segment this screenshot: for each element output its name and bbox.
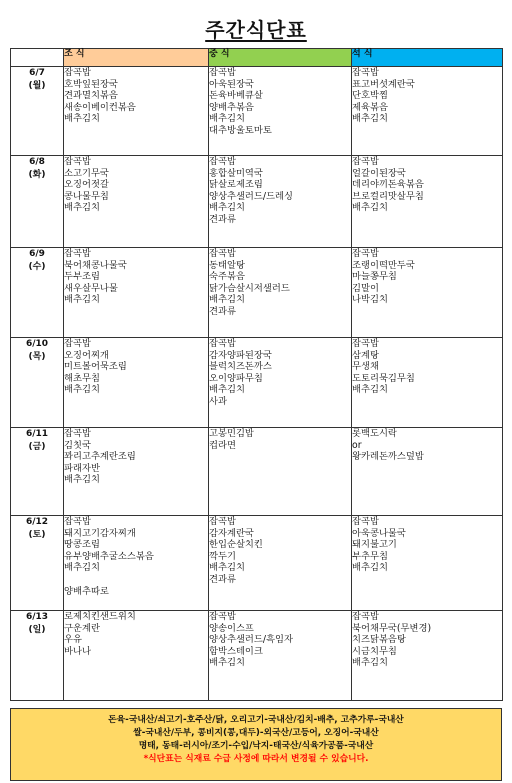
menu-item: 두부조림 — [64, 271, 100, 283]
menu-item: 감자양파된장국 — [209, 349, 272, 361]
menu-item: 잡곡밥 — [64, 338, 91, 349]
dinner-menu-cell — [352, 338, 503, 428]
day-date: 6/8 — [29, 157, 45, 167]
menu-item: 배추김치 — [352, 113, 388, 125]
meal-table — [10, 48, 503, 701]
table-header-row — [11, 49, 503, 67]
menu-item: 돈육바베큐살 — [209, 90, 263, 102]
menu-item: 잡곡밥 — [209, 516, 236, 527]
menu-item: 오징어젓갈 — [64, 179, 109, 191]
day-date: 6/9 — [29, 249, 45, 259]
menu-item: 닭가슴살시저샐러드 — [209, 282, 290, 294]
origin-line-3: 명태, 동태-러시아/조기-수입/낙지-태국산/식육가공품-국내산 — [138, 741, 374, 751]
menu-item: 시금치무침 — [352, 645, 397, 657]
menu-item: 소고기무국 — [64, 167, 109, 179]
breakfast-menu-cell — [64, 338, 209, 428]
menu-item: 닭살로제조림 — [209, 179, 263, 191]
day-label — [11, 428, 64, 516]
menu-item: 구운계란 — [64, 622, 100, 634]
header-dinner: 석 식 — [352, 49, 503, 67]
menu-item: 로제치킨샌드위치 — [64, 611, 136, 622]
origin-line-1: 돈육-국내산/쇠고기-호주산/닭, 오리고기-국내산/김치-배추, 고추가루-국내산 — [108, 715, 404, 725]
menu-item: 롯백도시락 — [352, 428, 397, 439]
menu-item: 돼지불고기 — [352, 539, 397, 551]
day-of-week: (일) — [28, 625, 46, 635]
menu-item: 양배추볶음 — [209, 101, 254, 113]
day-row — [11, 338, 503, 428]
breakfast-menu-cell — [64, 67, 209, 156]
menu-item: 블럭치즈돈까스 — [209, 361, 272, 373]
menu-item: 배추김치 — [209, 562, 245, 574]
menu-item: 콩나물무침 — [64, 190, 109, 202]
breakfast-menu-cell — [64, 248, 209, 338]
menu-item: 유부양배추굴소스볶음 — [64, 550, 154, 562]
menu-item: 땅콩조림 — [64, 539, 100, 551]
menu-item: 배추김치 — [352, 657, 388, 669]
menu-item: 치즈닭볶음탕 — [352, 634, 406, 646]
day-row — [11, 248, 503, 338]
lunch-menu-cell — [209, 248, 352, 338]
menu-item: 견과멸치볶음 — [64, 90, 118, 102]
menu-item: 데리야끼돈육볶음 — [352, 179, 424, 191]
menu-item: 잡곡밥 — [209, 248, 236, 259]
menu-item: 양송이스프 — [209, 622, 254, 634]
menu-item: 잡곡밥 — [64, 516, 91, 527]
menu-item: 숙주볶음 — [209, 271, 245, 283]
menu-item — [64, 574, 208, 586]
day-date: 6/7 — [29, 68, 45, 78]
menu-item: 배추김치 — [209, 113, 245, 125]
day-label — [11, 156, 64, 248]
menu-item: 잡곡밥 — [64, 67, 91, 78]
menu-item: 배추김치 — [209, 202, 245, 214]
breakfast-menu-cell — [64, 611, 209, 701]
menu-item: 새송이베이컨볶음 — [64, 101, 136, 113]
menu-item: 배추김치 — [209, 294, 245, 306]
header-corner — [11, 49, 64, 67]
menu-item: 북어채콩나물국 — [64, 259, 127, 271]
menu-item: 양상추샐러드/드레싱 — [209, 190, 293, 202]
menu-item: 배추김치 — [209, 384, 245, 396]
menu-item: 잡곡밥 — [64, 428, 91, 439]
menu-item: 나박김치 — [352, 294, 388, 306]
breakfast-menu-cell — [64, 156, 209, 248]
menu-item: 우유 — [64, 634, 82, 646]
day-of-week: (토) — [28, 530, 46, 540]
menu-item: 잡곡밥 — [209, 611, 236, 622]
lunch-menu-cell — [209, 428, 352, 516]
menu-item: 양상추샐러드/흑임자 — [209, 634, 293, 646]
day-of-week: (월) — [28, 81, 46, 91]
menu-item: 배추김치 — [352, 562, 388, 574]
menu-item: 아욱콩나물국 — [352, 527, 406, 539]
menu-item: 조랭이떡만두국 — [352, 259, 415, 271]
day-row — [11, 516, 503, 611]
menu-item: 김말이 — [352, 282, 379, 294]
page-title: 주간식단표 — [205, 18, 307, 42]
menu-item: 견과류 — [209, 213, 236, 225]
menu-item: 잡곡밥 — [352, 67, 379, 78]
menu-item: 배추김치 — [64, 202, 100, 214]
menu-item: 배추김치 — [64, 294, 100, 306]
menu-item: 돼지고기감자찌개 — [64, 527, 136, 539]
menu-item: 꽈리고추계란조림 — [64, 451, 136, 463]
menu-item: 배추김치 — [64, 474, 100, 486]
day-of-week: (화) — [28, 170, 46, 180]
menu-item: 감자계란국 — [209, 527, 254, 539]
menu-item: 배추김치 — [64, 113, 100, 125]
menu-item: 대추방울토마토 — [209, 124, 272, 136]
menu-item: 잡곡밥 — [209, 67, 236, 78]
day-row — [11, 611, 503, 701]
menu-item: 홍합살미역국 — [209, 167, 263, 179]
header-lunch: 중 식 — [209, 49, 352, 67]
menu-item: 잡곡밥 — [209, 156, 236, 167]
day-label — [11, 67, 64, 156]
menu-item: 호박잎된장국 — [64, 78, 118, 90]
day-row — [11, 428, 503, 516]
menu-item: 북어채무국(무변경) — [352, 622, 432, 634]
dinner-menu-cell — [352, 248, 503, 338]
origin-line-2: 쌀-국내산/두부, 콩비지(콩,대두)-외국산/고등어, 오징어-국내산 — [133, 728, 379, 738]
menu-item: 깍두기 — [209, 550, 236, 562]
menu-item: 도토리묵김무침 — [352, 372, 415, 384]
change-warning: *식단표는 식재료 수급 사정에 따라서 변경될 수 있습니다. — [143, 754, 369, 764]
day-label — [11, 338, 64, 428]
menu-item: 잡곡밥 — [352, 611, 379, 622]
menu-item: 바나나 — [64, 645, 91, 657]
menu-item: 사과 — [209, 395, 227, 407]
day-date: 6/11 — [25, 429, 49, 439]
menu-item: 잡곡밥 — [64, 156, 91, 167]
lunch-menu-cell — [209, 516, 352, 611]
menu-item: 잡곡밥 — [352, 338, 379, 349]
menu-item: 표고버섯계란국 — [352, 78, 415, 90]
menu-item: 얼갈이된장국 — [352, 167, 406, 179]
menu-item: 배추김치 — [352, 202, 388, 214]
dinner-menu-cell — [352, 67, 503, 156]
day-label — [11, 611, 64, 701]
menu-item: 잡곡밥 — [209, 338, 236, 349]
menu-item: 잡곡밥 — [352, 156, 379, 167]
menu-item: 견과류 — [209, 573, 236, 585]
menu-item: 왕카레돈까스덮밥 — [352, 451, 424, 463]
menu-item: 함박스테이크 — [209, 645, 263, 657]
menu-item: 오이양파무침 — [209, 372, 263, 384]
menu-item: 미트볼어묵조림 — [64, 361, 127, 373]
menu-item: 오징어찌개 — [64, 349, 109, 361]
page-title-wrap — [0, 14, 512, 43]
day-of-week: (목) — [28, 352, 46, 362]
menu-item: or — [352, 439, 362, 451]
menu-item: 잡곡밥 — [64, 248, 91, 259]
dinner-menu-cell — [352, 428, 503, 516]
menu-item: 단호박찜 — [352, 90, 388, 102]
menu-item: 김칫국 — [64, 439, 91, 451]
day-label — [11, 516, 64, 611]
menu-item: 동태알탕 — [209, 259, 245, 271]
day-date: 6/13 — [25, 612, 49, 622]
day-date: 6/12 — [25, 517, 49, 527]
header-breakfast: 조 식 — [64, 49, 209, 67]
day-label — [11, 248, 64, 338]
menu-item: 아욱된장국 — [209, 78, 254, 90]
menu-item: 배추김치 — [209, 657, 245, 669]
origin-notice — [10, 708, 502, 781]
menu-item: 배추김치 — [352, 384, 388, 396]
menu-item: 마늘쫑무침 — [352, 271, 397, 283]
menu-item: 파래자반 — [64, 462, 100, 474]
breakfast-menu-cell — [64, 516, 209, 611]
menu-item: 브로컬리맛살무침 — [352, 190, 424, 202]
menu-item: 한입순살치킨 — [209, 539, 263, 551]
day-row — [11, 67, 503, 156]
menu-item: 배추김치 — [64, 384, 100, 396]
menu-item: 컵라면 — [209, 439, 236, 451]
menu-item: 부추무침 — [352, 550, 388, 562]
lunch-menu-cell — [209, 67, 352, 156]
menu-item: 견과류 — [209, 305, 236, 317]
menu-item: 잡곡밥 — [352, 248, 379, 259]
menu-item: 양배추따로 — [64, 585, 109, 597]
menu-item: 배추김치 — [64, 562, 100, 574]
menu-item: 삼계탕 — [352, 349, 379, 361]
menu-item: 고봉민김밥 — [209, 428, 254, 439]
day-of-week: (수) — [28, 262, 46, 272]
lunch-menu-cell — [209, 611, 352, 701]
day-date: 6/10 — [25, 339, 49, 349]
lunch-menu-cell — [209, 338, 352, 428]
menu-item: 새우살무나물 — [64, 282, 118, 294]
menu-item: 잡곡밥 — [352, 516, 379, 527]
lunch-menu-cell — [209, 156, 352, 248]
menu-item: 제육볶음 — [352, 101, 388, 113]
breakfast-menu-cell — [64, 428, 209, 516]
dinner-menu-cell — [352, 611, 503, 701]
day-of-week: (금) — [28, 442, 46, 452]
menu-item: 무생채 — [352, 361, 379, 373]
dinner-menu-cell — [352, 516, 503, 611]
menu-item: 해초무침 — [64, 372, 100, 384]
day-row — [11, 156, 503, 248]
dinner-menu-cell — [352, 156, 503, 248]
meal-table-body — [11, 67, 503, 701]
